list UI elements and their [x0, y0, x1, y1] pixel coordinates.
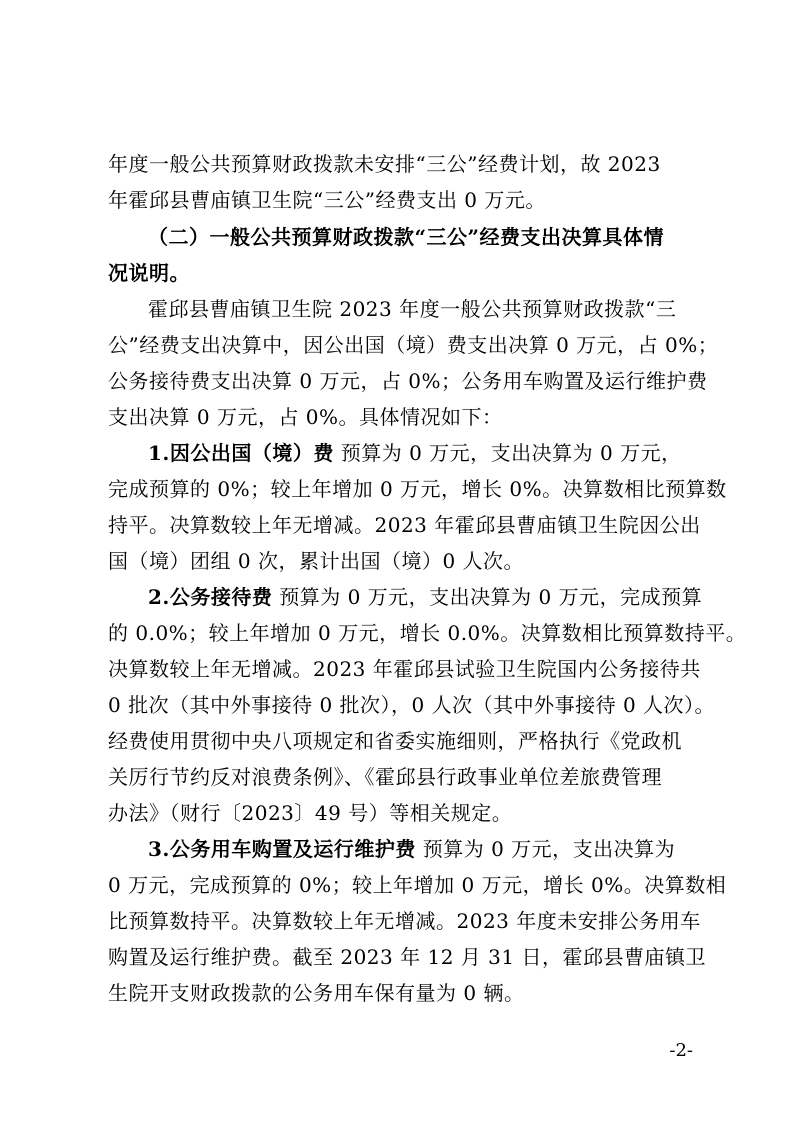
paragraph-line: 完成预算的 0%；较上年增加 0 万元，增长 0%。决算数相比预算数	[108, 477, 727, 501]
section-heading: （二）一般公共预算财政拨款“三公”经费支出决算具体情	[148, 225, 665, 249]
paragraph-line: 公”经费支出决算中，因公出国（境）费支出决算 0 万元，占 0%；	[108, 333, 719, 357]
page-number: -2-	[669, 1040, 693, 1061]
paragraph-line: 年度一般公共预算财政拨款未安排“三公”经费计划，故 2023	[108, 152, 661, 176]
paragraph-line: 比预算数持平。决算数较上年无增减。2023 年度未安排公务用车	[108, 909, 701, 933]
paragraph-line: 国（境）团组 0 次，累计出国（境）0 人次。	[108, 549, 525, 573]
paragraph-line: 经费使用贯彻中央八项规定和省委实施细则，严格执行《党政机	[108, 729, 682, 753]
paragraph-line: 年霍邱县曹庙镇卫生院“三公”经费支出 0 万元。	[108, 188, 546, 212]
paragraph-text: 预算为 0 万元，支出决算为 0 万元，完成预算	[272, 585, 703, 609]
paragraph-line: 关厉行节约反对浪费条例》、《霍邱县行政事业单位差旅费管理	[108, 765, 662, 789]
paragraph-line: 霍邱县曹庙镇卫生院 2023 年度一般公共预算财政拨款“三	[148, 297, 677, 321]
paragraph-line	[148, 835, 675, 863]
paragraph-line: 办法》（财行〔2023〕49 号）等相关规定。	[108, 801, 513, 825]
subsection-title: 3.公务用车购置及运行维护费	[148, 837, 416, 861]
subsection-title: 1.因公出国（境）费	[148, 441, 334, 465]
paragraph-line: 生院开支财政拨款的公务用车保有量为 0 辆。	[108, 981, 525, 1005]
paragraph-line: 的 0.0%；较上年增加 0 万元，增长 0.0%。决算数相比预算数持平。	[108, 621, 747, 645]
paragraph-line: 0 万元，完成预算的 0%；较上年增加 0 万元，增长 0%。决算数相	[108, 873, 727, 897]
paragraph-line	[148, 583, 702, 611]
paragraph-text: 预算为 0 万元，支出决算为	[415, 837, 676, 861]
paragraph-line: 0 批次（其中外事接待 0 批次），0 人次（其中外事接待 0 人次）。	[108, 693, 716, 717]
section-heading: 况说明。	[108, 261, 190, 285]
paragraph-line	[148, 439, 682, 467]
paragraph-line: 公务接待费支出决算 0 万元，占 0%；公务用车购置及运行维护费	[108, 369, 708, 393]
paragraph-line: 持平。决算数较上年无增减。2023 年霍邱县曹庙镇卫生院因公出	[108, 513, 701, 537]
paragraph-text: 预算为 0 万元，支出决算为 0 万元，	[333, 441, 682, 465]
paragraph-line: 购置及运行维护费。截至 2023 年 12 月 31 日，霍邱县曹庙镇卫	[108, 945, 706, 969]
paragraph-line: 决算数较上年无增减。2023 年霍邱县试验卫生院国内公务接待共	[108, 657, 701, 681]
subsection-title: 2.公务接待费	[148, 585, 273, 609]
paragraph-line: 支出决算 0 万元，占 0%。具体情况如下：	[108, 405, 503, 429]
